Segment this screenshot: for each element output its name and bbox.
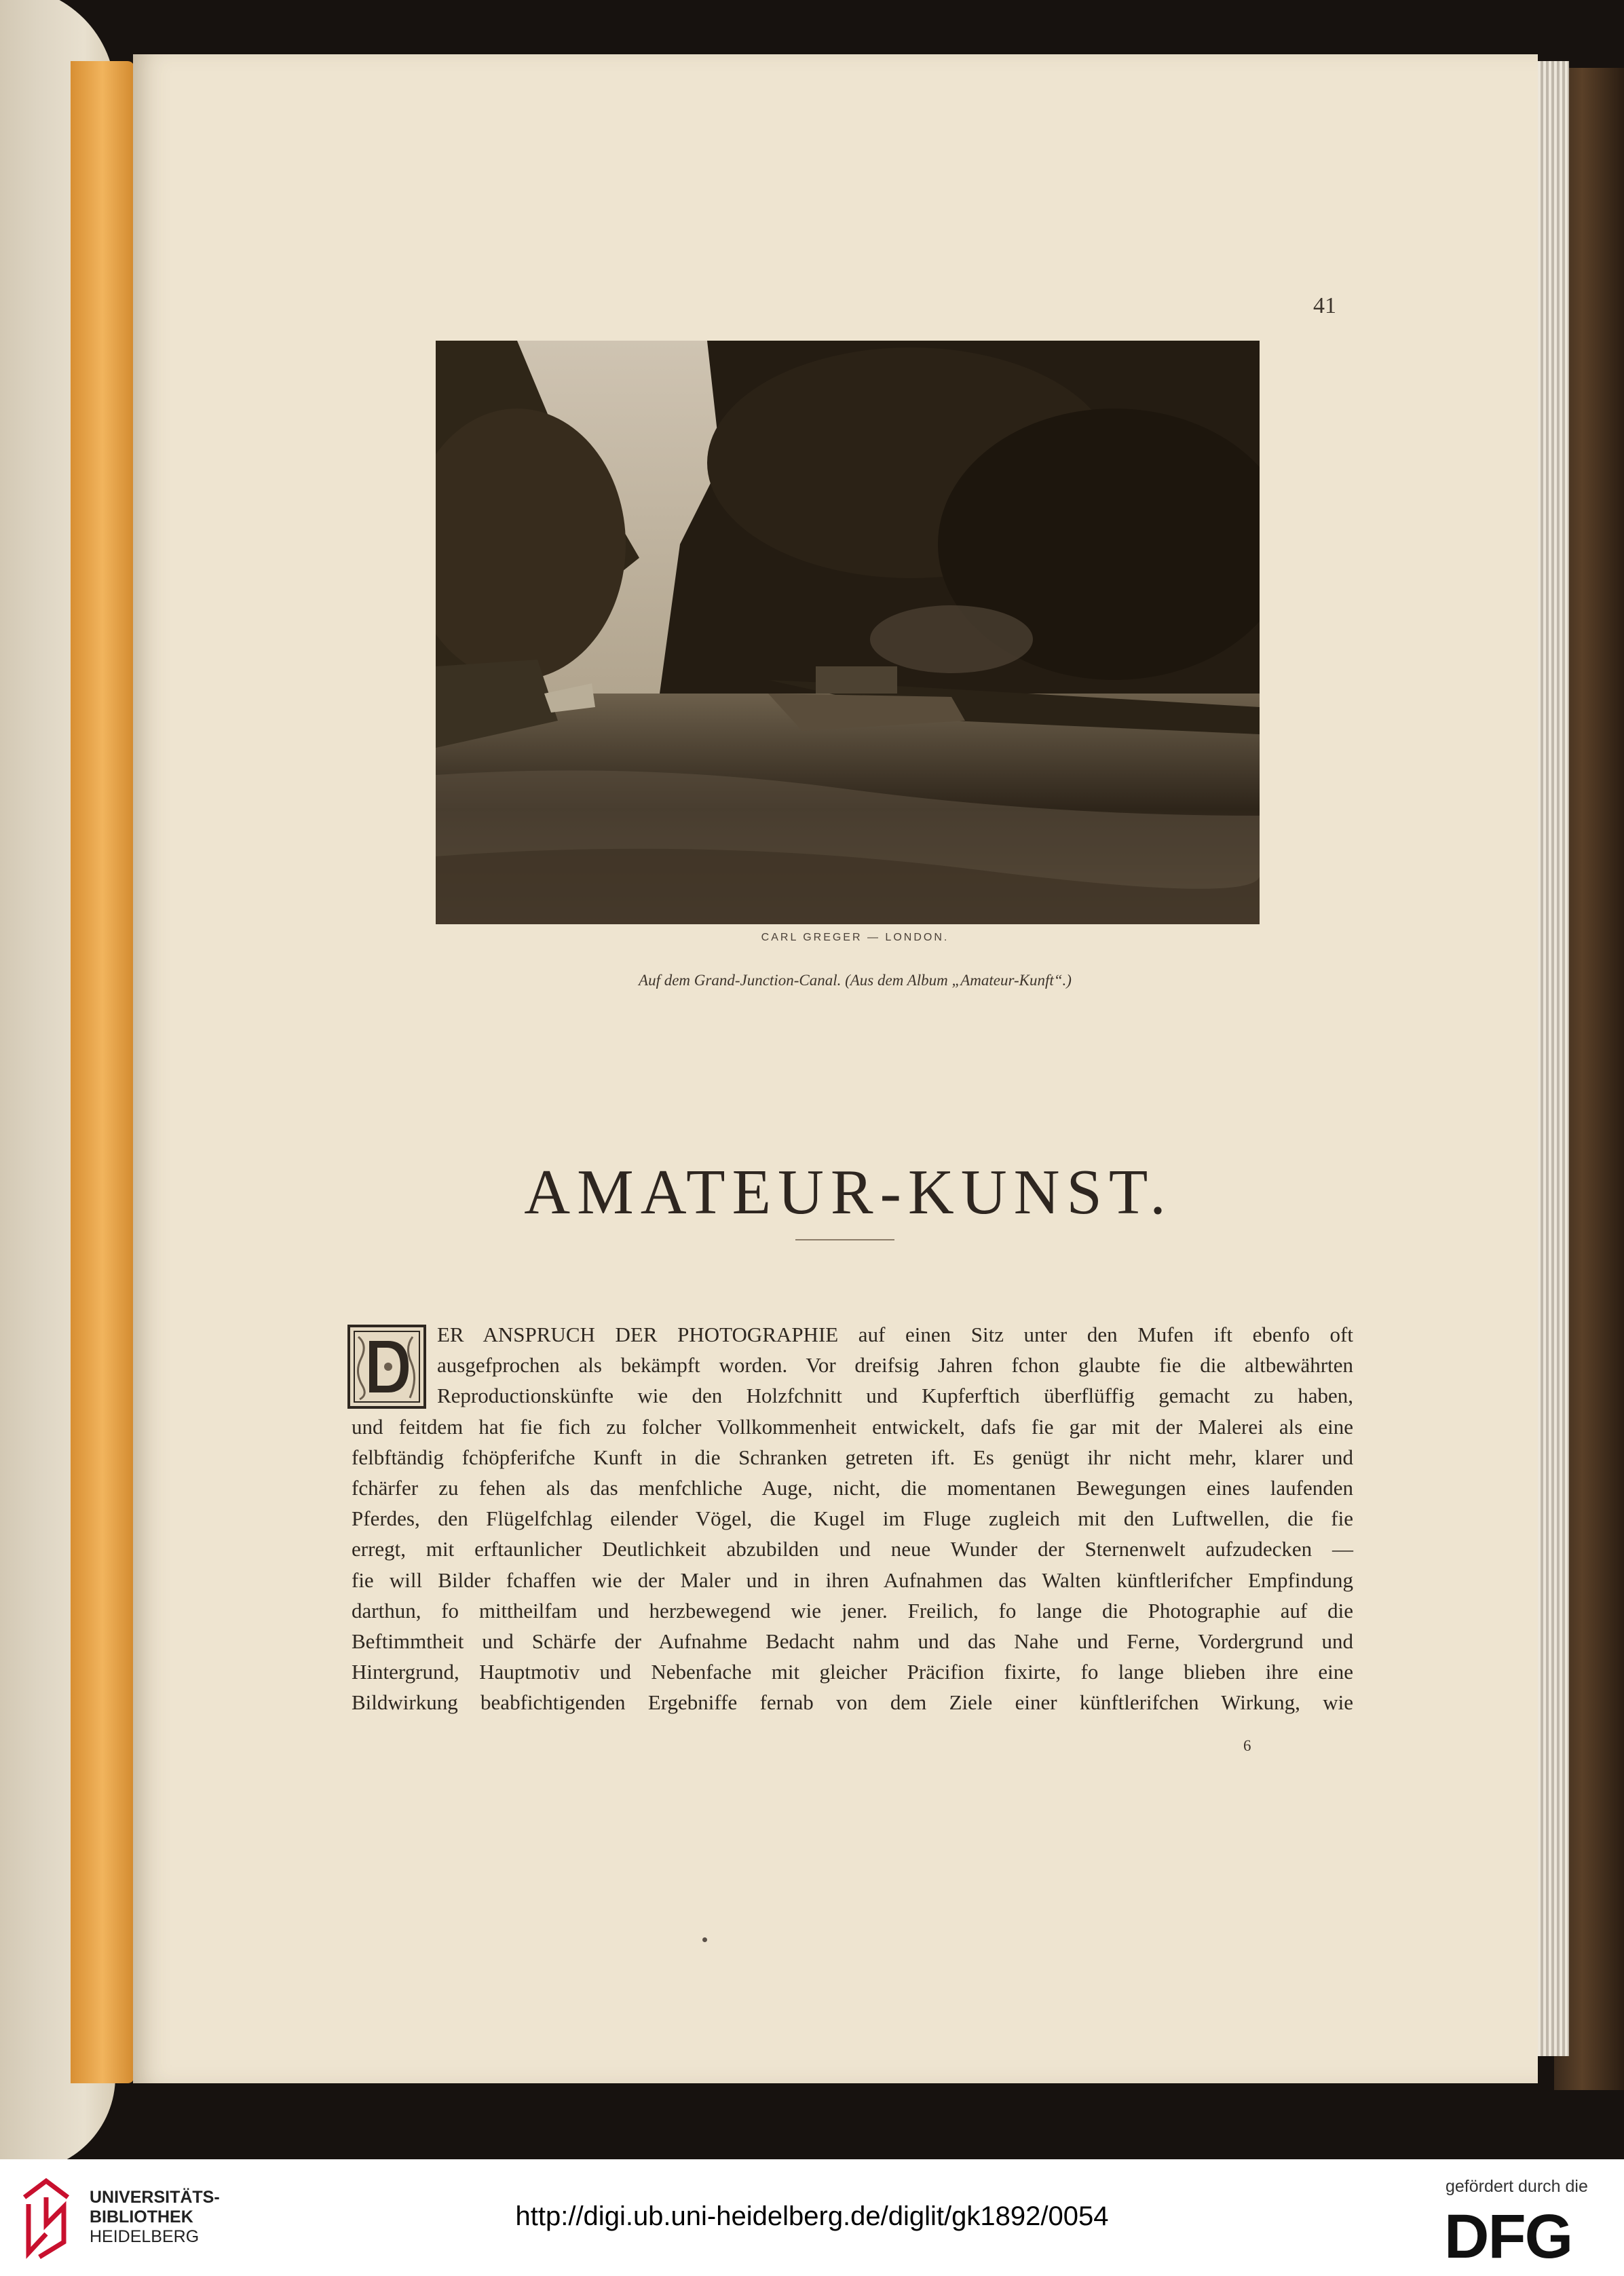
body-line: Beftimmtheit und Schärfe der Aufnahme Bedacht nahm und das Nahe und Ferne, Vordergrund und bbox=[352, 1629, 1353, 1653]
canal-photograph bbox=[436, 341, 1260, 924]
photo-caption: Auf dem Grand-Junction-Canal. (Aus dem Album „Amateur-Kunft“.) bbox=[639, 972, 1072, 989]
body-line: erregt, mit erftaunlicher Deutlichkeit abzubilden und neue Wunder der Sternenwelt aufzudecken — bbox=[352, 1537, 1353, 1561]
body-line: Reproductionskünfte wie den Holzfchnitt und Kupferftich überflüffig gemacht zu haben, bbox=[437, 1384, 1353, 1408]
right-page-edges bbox=[1535, 61, 1569, 2056]
page-number: 41 bbox=[1313, 293, 1336, 318]
body-line: felbftändig fchöpferifche Kunft in die Schranken getreten ift. Es genügt ihr nicht mehr, klarer und bbox=[352, 1445, 1353, 1469]
body-line: ER ANSPRUCH DER PHOTOGRAPHIE auf einen Sitz unter den Mufen ift ebenfo oft bbox=[437, 1323, 1353, 1346]
article-title: AMATEUR-KUNST. bbox=[524, 1156, 1173, 1228]
left-page-edge bbox=[71, 61, 134, 2083]
body-line: darthun, fo mittheilfam und herzbewegend wie jener. Freilich, fo lange die Photographie auf die bbox=[352, 1598, 1353, 1623]
article-body bbox=[352, 1319, 1353, 1718]
library-name-line: BIBLIOTHEK bbox=[90, 2207, 193, 2226]
funded-by-label: gefördert durch die bbox=[1446, 2177, 1588, 2196]
body-line: ausgefprochen als bekämpft worden. Vor dreifsig Jahren fchon glaubte fie die altbewährten bbox=[437, 1353, 1353, 1378]
body-line: fie will Bilder fchaffen wie der Maler und in ihren Aufnahmen das Walten künftlerifcher Empfindung bbox=[352, 1568, 1353, 1592]
library-name-line: HEIDELBERG bbox=[90, 2227, 200, 2246]
body-line: und feitdem hat fie fich zu folcher Vollkommenheit entwickelt, dafs fie gar mit der Malerei als eine bbox=[352, 1414, 1353, 1439]
permalink-url[interactable]: http://digi.ub.uni-heidelberg.de/diglit/gk1892/0054 bbox=[515, 2201, 1109, 2231]
dfg-logo[interactable]: DFG bbox=[1444, 2202, 1572, 2271]
body-line: Pferdes, den Flügelfchlag eilender Vögel, die Kugel im Fluge zugleich mit den Luftwellen, die fie bbox=[352, 1506, 1353, 1531]
title-divider bbox=[795, 1239, 894, 1240]
body-line: fchärfer zu fehen als das menfchliche Auge, nicht, die momentanen Bewegungen eines laufenden bbox=[352, 1475, 1353, 1500]
library-name-line: UNIVERSITÄTS- bbox=[90, 2188, 220, 2207]
body-line: Bildwirkung beabfichtigenden Ergebniffe fernab von dem Ziele einer künftlerifchen Wirkung, wie bbox=[352, 1690, 1353, 1715]
photo-credit: CARL GREGER — LONDON. bbox=[761, 932, 949, 943]
digitization-footer bbox=[0, 2159, 1624, 2276]
signature-mark: 6 bbox=[1243, 1737, 1251, 1754]
body-line: Hintergrund, Hauptmotiv und Nebenfache mit gleicher Präcifion fixirte, fo lange blieben ihre eine bbox=[352, 1660, 1353, 1684]
paper-speck bbox=[702, 1937, 707, 1942]
